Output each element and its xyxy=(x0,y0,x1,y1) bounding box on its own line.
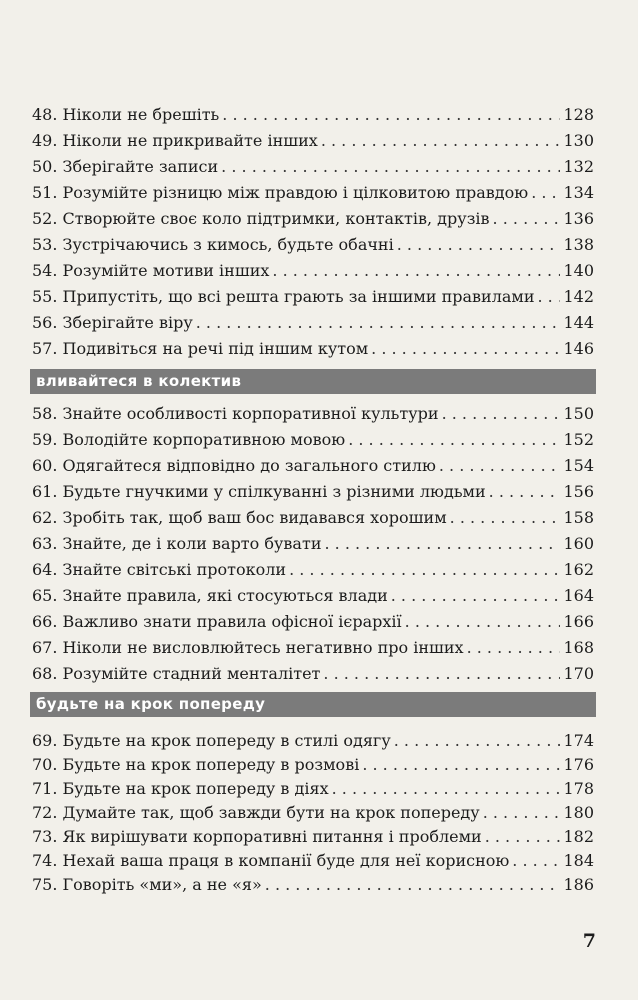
dot-leader xyxy=(394,728,561,754)
dot-leader xyxy=(397,232,561,258)
toc-entry xyxy=(32,453,594,479)
toc-entry xyxy=(32,206,594,232)
toc-entry-page: 136 xyxy=(563,209,594,228)
dot-leader xyxy=(512,848,560,874)
toc-entry-page: 184 xyxy=(563,851,594,870)
toc-entry xyxy=(32,583,594,609)
dot-leader xyxy=(483,800,561,826)
toc-entry-title: 55. Припустіть, що всі решта грають за іншими правилами xyxy=(32,287,535,306)
toc-entry xyxy=(32,728,594,754)
toc-entry-title: 50. Зберігайте записи xyxy=(32,157,219,176)
toc-entry-page: 132 xyxy=(563,157,594,176)
toc-entry-page: 164 xyxy=(563,586,594,605)
dot-leader xyxy=(467,635,561,661)
section-header-step-ahead: будьте на крок попереду xyxy=(30,692,596,717)
dot-leader xyxy=(321,128,561,154)
toc-entry xyxy=(32,232,594,258)
page-number: 7 xyxy=(582,930,596,952)
dot-leader xyxy=(289,557,560,583)
toc-entry-page: 156 xyxy=(563,482,594,501)
toc-entry-page: 176 xyxy=(563,755,594,774)
toc-entry-title: 71. Будьте на крок попереду в діях xyxy=(32,779,329,798)
toc-entry xyxy=(32,284,594,310)
toc-entry xyxy=(32,180,594,206)
toc-entry-page: 168 xyxy=(563,638,594,657)
toc-entry-page: 162 xyxy=(563,560,594,579)
dot-leader xyxy=(442,401,561,427)
toc-entry-title: 62. Зробіть так, щоб ваш бос видавався хорошим xyxy=(32,508,447,527)
toc-entry xyxy=(32,848,594,874)
toc-entry-title: 58. Знайте особливості корпоративної культури xyxy=(32,404,439,423)
dot-leader xyxy=(272,258,560,284)
toc-entry xyxy=(32,401,594,427)
dot-leader xyxy=(450,505,561,531)
toc-entry-title: 49. Ніколи не прикривайте інших xyxy=(32,131,318,150)
toc-entry-page: 170 xyxy=(563,664,594,683)
toc-entry-title: 52. Створюйте своє коло підтримки, контактів, друзів xyxy=(32,209,490,228)
toc-entry xyxy=(32,661,594,687)
dot-leader xyxy=(265,872,561,898)
toc-entry-page: 134 xyxy=(563,183,594,202)
toc-entry xyxy=(32,427,594,453)
toc-entry-page: 186 xyxy=(563,875,594,894)
toc-entry-title: 53. Зустрічаючись з кимось, будьте обачні xyxy=(32,235,394,254)
toc-entry-title: 54. Розумійте мотиви інших xyxy=(32,261,270,280)
toc-entry xyxy=(32,102,594,128)
toc-entry-title: 51. Розумійте різницю між правдою і цілковитою правдою xyxy=(32,183,529,202)
toc-entry-title: 70. Будьте на крок попереду в розмові xyxy=(32,755,360,774)
toc-entry xyxy=(32,752,594,778)
dot-leader xyxy=(332,776,561,802)
toc-entry-title: 60. Одягайтеся відповідно до загального стилю xyxy=(32,456,436,475)
toc-entry-title: 57. Подивіться на речі під іншим кутом xyxy=(32,339,369,358)
dot-leader xyxy=(531,180,560,206)
toc-entry-page: 160 xyxy=(563,534,594,553)
dot-leader xyxy=(348,427,560,453)
toc-entry xyxy=(32,479,594,505)
toc-entry-title: 74. Нехай ваша праця в компанії буде для неї корисною xyxy=(32,851,510,870)
dot-leader xyxy=(196,310,561,336)
toc-entry-title: 59. Володійте корпоративною мовою xyxy=(32,430,346,449)
toc-entry-title: 65. Знайте правила, які стосуються влади xyxy=(32,586,388,605)
toc-entry-title: 61. Будьте гнучкими у спілкуванні з різними людьми xyxy=(32,482,486,501)
toc-entry-title: 72. Думайте так, щоб завжди бути на крок попереду xyxy=(32,803,480,822)
toc-entry-title: 56. Зберігайте віру xyxy=(32,313,193,332)
toc-entry-title: 69. Будьте на крок попереду в стилі одягу xyxy=(32,731,391,750)
toc-entry-page: 150 xyxy=(563,404,594,423)
toc-entry xyxy=(32,800,594,826)
toc-entry-page: 128 xyxy=(563,105,594,124)
toc-entry xyxy=(32,609,594,635)
dot-leader xyxy=(391,583,561,609)
toc-entry xyxy=(32,776,594,802)
toc-entry xyxy=(32,505,594,531)
toc-entry-title: 63. Знайте, де і коли варто бувати xyxy=(32,534,322,553)
dot-leader xyxy=(324,531,560,557)
toc-entry-title: 73. Як вирішувати корпоративні питання і проблеми xyxy=(32,827,482,846)
toc-entry-title: 64. Знайте світські протоколи xyxy=(32,560,287,579)
toc-entry xyxy=(32,128,594,154)
dot-leader xyxy=(493,206,561,232)
toc-entry-page: 180 xyxy=(563,803,594,822)
toc-entry-title: 48. Ніколи не брешіть xyxy=(32,105,220,124)
toc-entry xyxy=(32,557,594,583)
toc-entry-page: 152 xyxy=(563,430,594,449)
toc-entry-page: 130 xyxy=(563,131,594,150)
toc-entry xyxy=(32,531,594,557)
dot-leader xyxy=(222,102,560,128)
dot-leader xyxy=(439,453,561,479)
toc-entry-page: 144 xyxy=(563,313,594,332)
dot-leader xyxy=(485,824,561,850)
dot-leader xyxy=(489,479,561,505)
toc-entry xyxy=(32,154,594,180)
toc-entry xyxy=(32,635,594,661)
toc-entry-page: 158 xyxy=(563,508,594,527)
toc-entry-title: 67. Ніколи не висловлюйтесь негативно про інших xyxy=(32,638,464,657)
toc-entry-page: 142 xyxy=(563,287,594,306)
toc-entry-page: 154 xyxy=(563,456,594,475)
toc-entry xyxy=(32,336,594,362)
toc-entry xyxy=(32,258,594,284)
toc-entry-page: 178 xyxy=(563,779,594,798)
dot-leader xyxy=(538,284,561,310)
dot-leader xyxy=(405,609,561,635)
toc-entry xyxy=(32,872,594,898)
dot-leader xyxy=(362,752,560,778)
dot-leader xyxy=(221,154,560,180)
toc-entry-page: 182 xyxy=(563,827,594,846)
toc-entry xyxy=(32,310,594,336)
toc-entry-page: 174 xyxy=(563,731,594,750)
toc-entry-page: 166 xyxy=(563,612,594,631)
dot-leader xyxy=(323,661,560,687)
toc-entry-title: 66. Важливо знати правила офісної ієрархії xyxy=(32,612,402,631)
toc-entry-title: 75. Говоріть «ми», а не «я» xyxy=(32,875,262,894)
toc-entry-page: 138 xyxy=(563,235,594,254)
toc-entry xyxy=(32,824,594,850)
section-header-join-team: вливайтеся в колектив xyxy=(30,369,596,394)
toc-entry-page: 146 xyxy=(563,339,594,358)
toc-entry-title: 68. Розумійте стадний менталітет xyxy=(32,664,321,683)
dot-leader xyxy=(371,336,560,362)
toc-entry-page: 140 xyxy=(563,261,594,280)
